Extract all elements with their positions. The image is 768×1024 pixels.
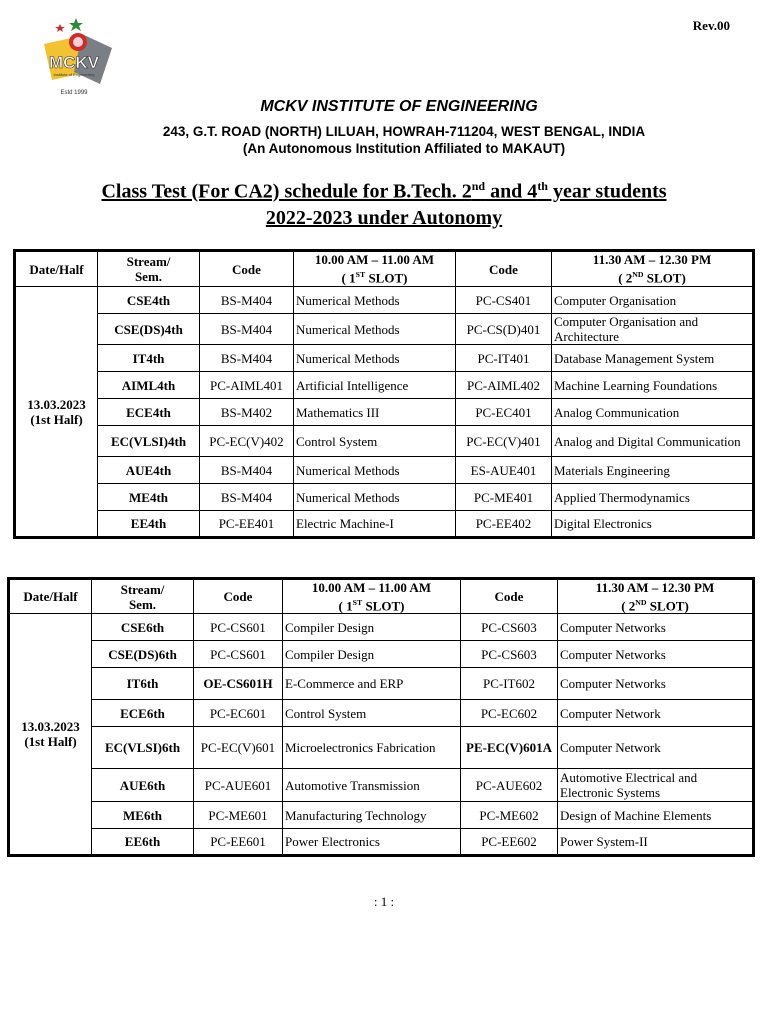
code-1-cell: OE-CS601H	[194, 668, 283, 700]
code-1-cell: PC-AUE601	[194, 769, 283, 802]
col-stream: Stream/ Sem.	[98, 251, 200, 287]
stream-cell: AIML4th	[98, 372, 200, 399]
page-number: : 1 :	[373, 894, 395, 909]
subject-1-cell: Control System	[283, 700, 461, 727]
subject-1-cell: Compiler Design	[283, 614, 461, 641]
code-2-cell: PC-AUE602	[461, 769, 558, 802]
code-2-cell: PC-EE602	[461, 829, 558, 856]
mckv-logo	[30, 14, 122, 98]
svg-text:MCKV: MCKV	[48, 53, 100, 72]
table-row	[9, 641, 754, 668]
header-row	[15, 251, 754, 287]
subject-2-cell: Computer Networks	[558, 668, 754, 700]
svg-text:Estd 1999: Estd 1999	[60, 90, 88, 96]
subject-2-cell: Applied Thermodynamics	[552, 484, 754, 511]
code-2-cell: PC-AIML402	[456, 372, 552, 399]
institute-name: MCKV INSTITUTE OF ENGINEERING	[260, 98, 538, 115]
col-date-half: Date/Half	[15, 251, 98, 287]
subject-2-cell: Analog Communication	[552, 399, 754, 426]
code-1-cell: PC-EC601	[194, 700, 283, 727]
code-2-cell: PC-EC602	[461, 700, 558, 727]
table-row	[15, 399, 754, 426]
table-row	[15, 372, 754, 399]
col-slot-2: 11.30 AM – 12.30 PM ( 2ND SLOT)	[558, 579, 754, 614]
subject-2-cell: Computer Networks	[558, 641, 754, 668]
subject-1-cell: Automotive Transmission	[283, 769, 461, 802]
table-row	[15, 484, 754, 511]
subject-2-cell: Design of Machine Elements	[558, 802, 754, 829]
code-1-cell: PC-AIML401	[200, 372, 294, 399]
code-1-cell: PC-CS601	[194, 641, 283, 668]
subject-2-cell: Computer Networks	[558, 614, 754, 641]
document-title	[0, 173, 768, 231]
code-1-cell: PC-EC(V)402	[200, 426, 294, 457]
subject-2-cell: Digital Electronics	[552, 511, 754, 538]
subject-2-cell: Computer Organisation and Architecture	[552, 314, 754, 345]
code-1-cell: BS-M404	[200, 484, 294, 511]
stream-cell: IT6th	[92, 668, 194, 700]
subject-1-cell: Control System	[294, 426, 456, 457]
code-2-cell: PC-EC401	[456, 399, 552, 426]
stream-cell: EE6th	[92, 829, 194, 856]
col-slot-2: 11.30 AM – 12.30 PM ( 2ND SLOT)	[552, 251, 754, 287]
stream-cell: EE4th	[98, 511, 200, 538]
stream-cell: CSE(DS)6th	[92, 641, 194, 668]
table-row	[9, 802, 754, 829]
col-date-half: Date/Half	[9, 579, 92, 614]
subject-2-cell: Power System-II	[558, 829, 754, 856]
stream-cell: ECE4th	[98, 399, 200, 426]
subject-2-cell: Automotive Electrical and Electronic Systems	[558, 769, 754, 802]
table-row	[9, 769, 754, 802]
col-code-1: Code	[194, 579, 283, 614]
code-2-cell: PC-ME602	[461, 802, 558, 829]
stream-cell: IT4th	[98, 345, 200, 372]
stream-cell: CSE6th	[92, 614, 194, 641]
header-row	[9, 579, 754, 614]
table-row	[9, 668, 754, 700]
table-row	[15, 314, 754, 345]
subject-2-cell: Machine Learning Foundations	[552, 372, 754, 399]
revision-label: Rev.00	[692, 18, 730, 33]
code-1-cell: BS-M404	[200, 287, 294, 314]
date-half-cell: 13.03.2023 (1st Half)	[15, 287, 98, 538]
col-code-2: Code	[456, 251, 552, 287]
code-2-cell: PC-CS(D)401	[456, 314, 552, 345]
svg-text:Institute of Engineering: Institute of Engineering	[53, 72, 95, 77]
subject-1-cell: Compiler Design	[283, 641, 461, 668]
code-1-cell: PC-ME601	[194, 802, 283, 829]
affiliation-line: (An Autonomous Institution Affiliated to MAKAUT)	[242, 141, 566, 156]
stream-cell: CSE4th	[98, 287, 200, 314]
subject-1-cell: Numerical Methods	[294, 314, 456, 345]
table-row	[15, 426, 754, 457]
date-half-cell: 13.03.2023 (1st Half)	[9, 614, 92, 856]
table-row	[9, 700, 754, 727]
code-1-cell: PC-CS601	[194, 614, 283, 641]
col-slot-1: 10.00 AM – 11.00 AM ( 1ST SLOT)	[294, 251, 456, 287]
code-2-cell: PC-IT401	[456, 345, 552, 372]
subject-2-cell: Database Management System	[552, 345, 754, 372]
subject-2-cell: Computer Organisation	[552, 287, 754, 314]
stream-cell: EC(VLSI)4th	[98, 426, 200, 457]
schedule-table-6th-year	[7, 577, 755, 857]
subject-1-cell: Numerical Methods	[294, 287, 456, 314]
subject-1-cell: Power Electronics	[283, 829, 461, 856]
table-row	[15, 511, 754, 538]
code-1-cell: BS-M404	[200, 457, 294, 484]
subject-1-cell: Manufacturing Technology	[283, 802, 461, 829]
code-2-cell: PC-CS401	[456, 287, 552, 314]
code-1-cell: PC-EE401	[200, 511, 294, 538]
stream-cell: ECE6th	[92, 700, 194, 727]
code-1-cell: BS-M404	[200, 314, 294, 345]
address-line: 243, G.T. ROAD (NORTH) LILUAH, HOWRAH-711204, WEST BENGAL, INDIA	[162, 124, 646, 139]
address-block	[0, 123, 768, 157]
subject-2-cell: Analog and Digital Communication	[552, 426, 754, 457]
table-row	[9, 727, 754, 769]
code-2-cell: ES-AUE401	[456, 457, 552, 484]
code-2-cell: PC-EE402	[456, 511, 552, 538]
subject-1-cell: Numerical Methods	[294, 345, 456, 372]
code-2-cell: PE-EC(V)601A	[461, 727, 558, 769]
title-line-2: 2022-2023 under Autonomy	[265, 206, 503, 229]
subject-1-cell: Electric Machine-I	[294, 511, 456, 538]
subject-2-cell: Computer Network	[558, 700, 754, 727]
table-row	[15, 457, 754, 484]
subject-1-cell: Microelectronics Fabrication	[283, 727, 461, 769]
code-2-cell: PC-IT602	[461, 668, 558, 700]
stream-cell: ME4th	[98, 484, 200, 511]
code-2-cell: PC-CS603	[461, 614, 558, 641]
subject-1-cell: E-Commerce and ERP	[283, 668, 461, 700]
subject-1-cell: Numerical Methods	[294, 457, 456, 484]
stream-cell: EC(VLSI)6th	[92, 727, 194, 769]
col-code-1: Code	[200, 251, 294, 287]
table-row	[9, 614, 754, 641]
subject-1-cell: Numerical Methods	[294, 484, 456, 511]
stream-cell: AUE4th	[98, 457, 200, 484]
stream-cell: CSE(DS)4th	[98, 314, 200, 345]
code-2-cell: PC-EC(V)401	[456, 426, 552, 457]
subject-2-cell: Materials Engineering	[552, 457, 754, 484]
schedule-table-4th-year	[13, 249, 755, 539]
col-stream: Stream/ Sem.	[92, 579, 194, 614]
table-row	[9, 829, 754, 856]
subject-2-cell: Computer Network	[558, 727, 754, 769]
code-2-cell: PC-CS603	[461, 641, 558, 668]
code-2-cell: PC-ME401	[456, 484, 552, 511]
code-1-cell: BS-M402	[200, 399, 294, 426]
subject-1-cell: Mathematics III	[294, 399, 456, 426]
table-row	[15, 345, 754, 372]
code-1-cell: BS-M404	[200, 345, 294, 372]
stream-cell: AUE6th	[92, 769, 194, 802]
subject-1-cell: Artificial Intelligence	[294, 372, 456, 399]
col-slot-1: 10.00 AM – 11.00 AM ( 1ST SLOT)	[283, 579, 461, 614]
title-line-1: Class Test (For CA2) schedule for B.Tech. 2nd and 4th year students	[101, 179, 667, 203]
code-1-cell: PC-EC(V)601	[194, 727, 283, 769]
stream-cell: ME6th	[92, 802, 194, 829]
code-1-cell: PC-EE601	[194, 829, 283, 856]
col-code-2: Code	[461, 579, 558, 614]
table-row	[15, 287, 754, 314]
